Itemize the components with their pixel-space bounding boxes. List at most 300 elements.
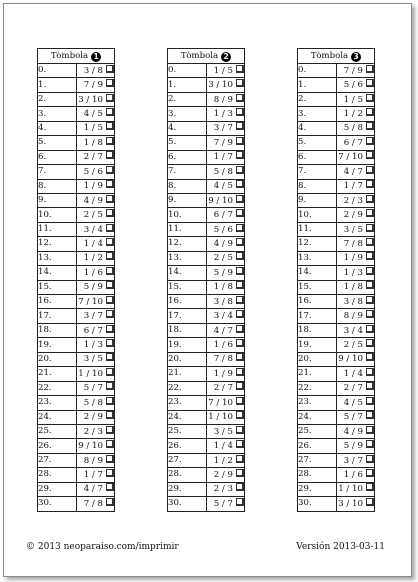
table-row: [298, 165, 375, 179]
fraction-value: 9 / 10: [208, 195, 233, 206]
fraction-value: 5 / 9: [213, 267, 233, 278]
row-value-cell: [336, 424, 375, 438]
fraction-value: 2 / 7: [343, 383, 363, 394]
checkbox-icon[interactable]: [236, 108, 244, 116]
row-index: 7.: [38, 165, 77, 179]
row-index: 18.: [298, 323, 337, 337]
table-row: [298, 381, 375, 395]
checkbox-icon[interactable]: [106, 281, 114, 289]
fraction-value: 2 / 7: [213, 383, 233, 394]
checkbox-icon[interactable]: [106, 296, 114, 304]
row-value-cell: [206, 280, 245, 294]
table-row: [38, 251, 115, 265]
row-index: 27.: [168, 453, 207, 467]
row-index: 17.: [168, 309, 207, 323]
row-index: 6.: [168, 150, 207, 164]
table-row: [298, 251, 375, 265]
row-index: 5.: [298, 136, 337, 150]
table-row: [38, 381, 115, 395]
fraction-value: 2 / 5: [343, 340, 363, 351]
row-value-cell: [336, 338, 375, 352]
checkbox-icon[interactable]: [366, 180, 374, 188]
checkbox-icon[interactable]: [366, 65, 374, 73]
table-row: [298, 497, 375, 511]
table-row: [38, 92, 115, 106]
table-row: [298, 121, 375, 135]
fraction-value: 7 / 9: [343, 65, 363, 76]
row-index: 1.: [168, 78, 207, 92]
checkbox-icon[interactable]: [236, 79, 244, 87]
fraction-value: 5 / 9: [343, 441, 363, 452]
checkbox-icon[interactable]: [236, 166, 244, 174]
fraction-value: 1 / 9: [343, 253, 363, 264]
checkbox-icon[interactable]: [366, 224, 374, 232]
row-value-cell: [76, 208, 115, 222]
table-number-badge: 1: [91, 52, 101, 62]
table-row: [168, 165, 245, 179]
row-value-cell: [206, 468, 245, 482]
checkbox-icon[interactable]: [106, 498, 114, 506]
fraction-value: 3 / 4: [343, 325, 363, 336]
row-index: 25.: [168, 424, 207, 438]
row-index: 27.: [38, 453, 77, 467]
checkbox-icon[interactable]: [366, 411, 374, 419]
checkbox-icon[interactable]: [106, 382, 114, 390]
fraction-value: 1 / 2: [213, 455, 233, 466]
row-index: 17.: [298, 309, 337, 323]
checkbox-icon[interactable]: [106, 65, 114, 73]
table-row: [38, 295, 115, 309]
fraction-value: 5 / 7: [213, 498, 233, 509]
checkbox-icon[interactable]: [106, 455, 114, 463]
checkbox-icon[interactable]: [106, 108, 114, 116]
table-row: [38, 208, 115, 222]
fraction-value: 5 / 6: [83, 166, 103, 177]
row-value-cell: [206, 497, 245, 511]
row-value-cell: [206, 208, 245, 222]
checkbox-icon[interactable]: [236, 267, 244, 275]
table-row: [298, 136, 375, 150]
checkbox-icon[interactable]: [236, 281, 244, 289]
row-index: 20.: [168, 352, 207, 366]
table-row: [168, 136, 245, 150]
table-row: [38, 424, 115, 438]
row-value-cell: [206, 150, 245, 164]
fraction-value: 1 / 7: [213, 152, 233, 163]
table-row: [38, 121, 115, 135]
checkbox-icon[interactable]: [236, 353, 244, 361]
row-index: 28.: [168, 468, 207, 482]
fraction-value: 1 / 9: [213, 368, 233, 379]
table-row: [298, 280, 375, 294]
checkbox-icon[interactable]: [106, 469, 114, 477]
tombola-table-1: [37, 48, 115, 512]
row-index: 26.: [38, 439, 77, 453]
row-index: 11.: [298, 222, 337, 236]
checkbox-icon[interactable]: [106, 483, 114, 491]
fraction-value: 7 / 9: [83, 80, 103, 91]
checkbox-icon[interactable]: [366, 483, 374, 491]
row-value-cell: [336, 453, 375, 467]
row-index: 29.: [298, 482, 337, 496]
table-row: [38, 150, 115, 164]
tombola-table-2: [167, 48, 245, 512]
checkbox-icon[interactable]: [236, 180, 244, 188]
row-index: 14.: [168, 266, 207, 280]
checkbox-icon[interactable]: [236, 296, 244, 304]
row-index: 13.: [168, 251, 207, 265]
checkbox-icon[interactable]: [106, 426, 114, 434]
row-index: 15.: [168, 280, 207, 294]
fraction-value: 2 / 9: [213, 469, 233, 480]
checkbox-icon[interactable]: [106, 166, 114, 174]
row-index: 27.: [298, 453, 337, 467]
checkbox-icon[interactable]: [366, 339, 374, 347]
row-index: 22.: [168, 381, 207, 395]
fraction-value: 6 / 7: [83, 325, 103, 336]
fraction-value: 9 / 10: [338, 354, 363, 365]
checkbox-icon[interactable]: [366, 166, 374, 174]
table-row: [38, 64, 115, 78]
fraction-value: 7 / 8: [343, 238, 363, 249]
fraction-value: 3 / 8: [213, 296, 233, 307]
fraction-value: 1 / 6: [213, 340, 233, 351]
row-index: 8.: [298, 179, 337, 193]
fraction-value: 3 / 5: [213, 426, 233, 437]
fraction-value: 1 / 8: [213, 282, 233, 293]
table-row: [168, 309, 245, 323]
checkbox-icon[interactable]: [366, 238, 374, 246]
table-row: [38, 266, 115, 280]
checkbox-icon[interactable]: [236, 224, 244, 232]
row-index: 1.: [38, 78, 77, 92]
table-number-badge: 3: [351, 52, 361, 62]
checkbox-icon[interactable]: [236, 440, 244, 448]
checkbox-icon[interactable]: [236, 498, 244, 506]
row-value-cell: [336, 237, 375, 251]
table-row: [298, 439, 375, 453]
fraction-value: 4 / 5: [343, 397, 363, 408]
row-index: 25.: [38, 424, 77, 438]
checkbox-icon[interactable]: [236, 122, 244, 130]
table-row: [298, 323, 375, 337]
checkbox-icon[interactable]: [106, 224, 114, 232]
row-value-cell: [76, 453, 115, 467]
table-row: [168, 237, 245, 251]
table-row: [298, 78, 375, 92]
checkbox-icon[interactable]: [366, 252, 374, 260]
row-value-cell: [76, 136, 115, 150]
fraction-value: 1 / 3: [213, 109, 233, 120]
checkbox-icon[interactable]: [366, 94, 374, 102]
checkbox-icon[interactable]: [236, 325, 244, 333]
checkbox-icon[interactable]: [236, 252, 244, 260]
row-value-cell: [206, 251, 245, 265]
checkbox-icon[interactable]: [366, 382, 374, 390]
fraction-value: 5 / 9: [83, 282, 103, 293]
table-title-text: Tòmbola: [50, 50, 89, 61]
fraction-value: 1 / 6: [83, 267, 103, 278]
checkbox-icon[interactable]: [366, 195, 374, 203]
checkbox-icon[interactable]: [366, 353, 374, 361]
table-row: [168, 497, 245, 511]
fraction-value: 1 / 3: [343, 267, 363, 278]
checkbox-icon[interactable]: [106, 151, 114, 159]
row-index: 3.: [38, 107, 77, 121]
row-index: 14.: [298, 266, 337, 280]
checkbox-icon[interactable]: [236, 137, 244, 145]
table-title: [38, 49, 115, 64]
table-row: [168, 121, 245, 135]
checkbox-icon[interactable]: [106, 238, 114, 246]
table-row: [298, 64, 375, 78]
fraction-value: 4 / 9: [83, 195, 103, 206]
checkbox-icon[interactable]: [106, 209, 114, 217]
fraction-value: 1 / 4: [83, 238, 103, 249]
table-row: [298, 193, 375, 207]
fraction-value: 3 / 4: [83, 224, 103, 235]
table-row: [298, 352, 375, 366]
checkbox-icon[interactable]: [106, 325, 114, 333]
row-value-cell: [206, 136, 245, 150]
checkbox-icon[interactable]: [366, 281, 374, 289]
fraction-value: 2 / 5: [213, 253, 233, 264]
row-index: 11.: [38, 222, 77, 236]
table-row: [38, 338, 115, 352]
row-index: 28.: [38, 468, 77, 482]
row-value-cell: [336, 309, 375, 323]
checkbox-icon[interactable]: [106, 137, 114, 145]
row-value-cell: [336, 150, 375, 164]
checkbox-icon[interactable]: [106, 79, 114, 87]
checkbox-icon[interactable]: [106, 310, 114, 318]
table-row: [168, 64, 245, 78]
row-index: 2.: [298, 92, 337, 106]
checkbox-icon[interactable]: [106, 397, 114, 405]
checkbox-icon[interactable]: [366, 440, 374, 448]
fraction-value: 1 / 6: [343, 469, 363, 480]
fraction-value: 1 / 7: [343, 181, 363, 192]
fraction-value: 5 / 8: [213, 166, 233, 177]
table-row: [168, 338, 245, 352]
row-index: 10.: [38, 208, 77, 222]
row-value-cell: [206, 424, 245, 438]
row-index: 30.: [168, 497, 207, 511]
row-value-cell: [206, 121, 245, 135]
row-value-cell: [76, 338, 115, 352]
table-row: [168, 295, 245, 309]
checkbox-icon[interactable]: [236, 455, 244, 463]
checkbox-icon[interactable]: [236, 195, 244, 203]
checkbox-icon[interactable]: [366, 108, 374, 116]
row-value-cell: [206, 295, 245, 309]
row-index: 12.: [38, 237, 77, 251]
checkbox-icon[interactable]: [106, 267, 114, 275]
checkbox-icon[interactable]: [106, 180, 114, 188]
table-row: [38, 179, 115, 193]
row-index: 4.: [298, 121, 337, 135]
checkbox-icon[interactable]: [366, 310, 374, 318]
checkbox-icon[interactable]: [236, 411, 244, 419]
row-index: 30.: [38, 497, 77, 511]
checkbox-icon[interactable]: [366, 151, 374, 159]
row-index: 29.: [38, 482, 77, 496]
fraction-value: 5 / 7: [83, 383, 103, 394]
table-row: [168, 251, 245, 265]
checkbox-icon[interactable]: [236, 483, 244, 491]
footer-copyright: © 2013 neoparaiso.com/imprimir: [26, 542, 179, 552]
fraction-value: 1 / 4: [343, 368, 363, 379]
row-value-cell: [206, 367, 245, 381]
row-value-cell: [206, 266, 245, 280]
fraction-value: 8 / 9: [83, 455, 103, 466]
table-row: [168, 352, 245, 366]
row-value-cell: [206, 410, 245, 424]
checkbox-icon[interactable]: [366, 296, 374, 304]
checkbox-icon[interactable]: [366, 397, 374, 405]
row-value-cell: [206, 107, 245, 121]
row-value-cell: [76, 107, 115, 121]
row-index: 24.: [38, 410, 77, 424]
row-index: 24.: [168, 410, 207, 424]
row-index: 2.: [38, 92, 77, 106]
checkbox-icon[interactable]: [236, 151, 244, 159]
row-index: 20.: [298, 352, 337, 366]
checkbox-icon[interactable]: [106, 411, 114, 419]
row-index: 18.: [38, 323, 77, 337]
checkbox-icon[interactable]: [366, 122, 374, 130]
row-value-cell: [206, 237, 245, 251]
tombola-table-3: [297, 48, 375, 512]
fraction-value: 9 / 10: [78, 441, 103, 452]
checkbox-icon[interactable]: [106, 122, 114, 130]
table-row: [38, 222, 115, 236]
table-row: [38, 136, 115, 150]
checkbox-icon[interactable]: [106, 195, 114, 203]
table-row: [298, 367, 375, 381]
checkbox-icon[interactable]: [106, 252, 114, 260]
table-row: [298, 424, 375, 438]
table-row: [298, 396, 375, 410]
row-index: 19.: [38, 338, 77, 352]
row-index: 16.: [168, 295, 207, 309]
fraction-value: 3 / 10: [338, 498, 363, 509]
row-value-cell: [336, 92, 375, 106]
row-value-cell: [76, 424, 115, 438]
checkbox-icon[interactable]: [236, 339, 244, 347]
checkbox-icon[interactable]: [366, 137, 374, 145]
table-row: [168, 468, 245, 482]
checkbox-icon[interactable]: [366, 79, 374, 87]
table-row: [168, 381, 245, 395]
row-index: 24.: [298, 410, 337, 424]
fraction-value: 3 / 8: [83, 65, 103, 76]
table-title-text: Tòmbola: [180, 50, 219, 61]
checkbox-icon[interactable]: [366, 325, 374, 333]
checkbox-icon[interactable]: [236, 310, 244, 318]
table-row: [298, 179, 375, 193]
fraction-value: 6 / 7: [213, 210, 233, 221]
fraction-value: 1 / 8: [343, 282, 363, 293]
table-row: [38, 468, 115, 482]
table-row: [168, 323, 245, 337]
checkbox-icon[interactable]: [236, 94, 244, 102]
fraction-value: 2 / 5: [83, 210, 103, 221]
fraction-value: 5 / 8: [343, 123, 363, 134]
row-value-cell: [336, 208, 375, 222]
checkbox-icon[interactable]: [366, 455, 374, 463]
checkbox-icon[interactable]: [236, 426, 244, 434]
checkbox-icon[interactable]: [106, 353, 114, 361]
row-value-cell: [336, 410, 375, 424]
fraction-value: 5 / 8: [83, 397, 103, 408]
fraction-value: 3 / 7: [213, 123, 233, 134]
table-row: [298, 410, 375, 424]
row-index: 4.: [168, 121, 207, 135]
fraction-value: 7 / 8: [83, 498, 103, 509]
row-value-cell: [76, 410, 115, 424]
table-row: [168, 208, 245, 222]
checkbox-icon[interactable]: [236, 209, 244, 217]
row-index: 9.: [38, 193, 77, 207]
table-row: [38, 78, 115, 92]
row-value-cell: [336, 367, 375, 381]
row-value-cell: [76, 309, 115, 323]
row-value-cell: [76, 482, 115, 496]
table-row: [298, 92, 375, 106]
table-row: [168, 107, 245, 121]
checkbox-icon[interactable]: [236, 238, 244, 246]
checkbox-icon[interactable]: [366, 209, 374, 217]
checkbox-icon[interactable]: [366, 267, 374, 275]
row-value-cell: [206, 64, 245, 78]
row-value-cell: [336, 497, 375, 511]
fraction-value: 3 / 5: [343, 224, 363, 235]
checkbox-icon[interactable]: [106, 339, 114, 347]
table-row: [168, 266, 245, 280]
checkbox-icon[interactable]: [106, 368, 114, 376]
checkbox-icon[interactable]: [236, 469, 244, 477]
checkbox-icon[interactable]: [236, 368, 244, 376]
row-value-cell: [206, 222, 245, 236]
table-row: [168, 92, 245, 106]
row-index: 17.: [38, 309, 77, 323]
fraction-value: 4 / 7: [343, 166, 363, 177]
row-index: 12.: [168, 237, 207, 251]
fraction-value: 3 / 8: [343, 296, 363, 307]
checkbox-icon[interactable]: [106, 94, 114, 102]
row-value-cell: [76, 78, 115, 92]
checkbox-icon[interactable]: [366, 426, 374, 434]
fraction-value: 2 / 9: [343, 210, 363, 221]
checkbox-icon[interactable]: [236, 397, 244, 405]
checkbox-icon[interactable]: [366, 498, 374, 506]
fraction-value: 5 / 7: [343, 412, 363, 423]
checkbox-icon[interactable]: [236, 65, 244, 73]
table-row: [168, 367, 245, 381]
checkbox-icon[interactable]: [106, 440, 114, 448]
checkbox-icon[interactable]: [366, 469, 374, 477]
checkbox-icon[interactable]: [366, 368, 374, 376]
row-value-cell: [206, 352, 245, 366]
row-value-cell: [76, 381, 115, 395]
fraction-value: 2 / 9: [83, 412, 103, 423]
row-index: 11.: [168, 222, 207, 236]
row-value-cell: [206, 165, 245, 179]
table-row: [38, 309, 115, 323]
row-index: 13.: [38, 251, 77, 265]
checkbox-icon[interactable]: [236, 382, 244, 390]
